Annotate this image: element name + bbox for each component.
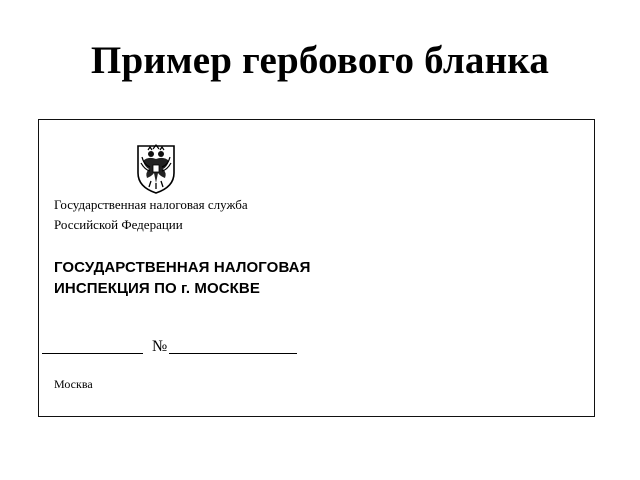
date-field-line xyxy=(42,353,143,354)
russian-coat-of-arms-icon xyxy=(134,143,178,195)
inspection-name-line-2: ИНСПЕКЦИЯ ПО г. МОСКВЕ xyxy=(54,280,260,297)
inspection-name-line-1: ГОСУДАРСТВЕННАЯ НАЛОГОВАЯ xyxy=(54,259,311,276)
number-sign: № xyxy=(152,338,168,355)
service-name-line-2: Российской Федерации xyxy=(54,217,183,232)
city-name: Москва xyxy=(54,377,93,391)
service-name-line-1: Государственная налоговая служба xyxy=(54,197,248,212)
document-number-field-line xyxy=(169,353,297,354)
slide-title: Пример гербового бланка xyxy=(90,39,550,82)
